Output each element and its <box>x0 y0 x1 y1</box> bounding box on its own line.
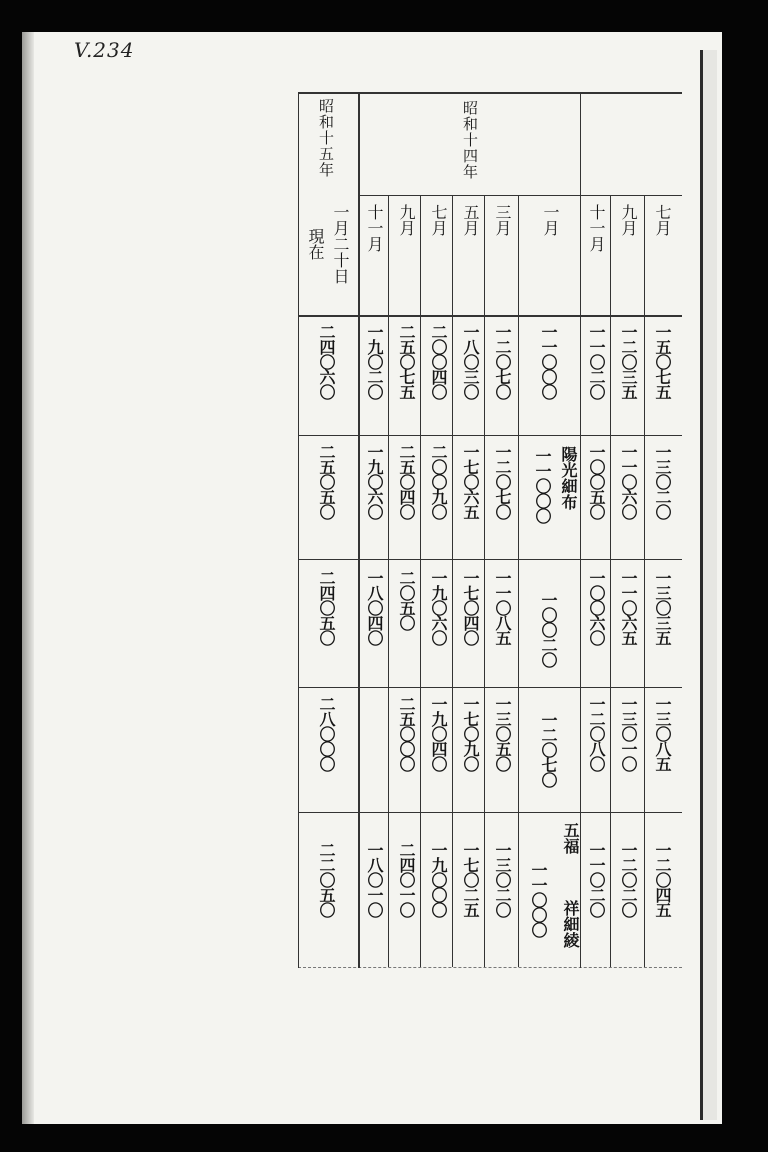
table-cell: 二八〇〇〇 <box>317 696 336 771</box>
table-cell: 二五〇七五 <box>397 324 416 399</box>
table-cell: 一一〇〇〇 <box>529 862 548 937</box>
table-cell: 二五〇五〇 <box>317 444 336 519</box>
current-label: 現在 <box>306 228 325 260</box>
table-cell: 一七〇六五 <box>461 444 480 519</box>
table-cell: 一一〇二〇 <box>587 842 606 917</box>
table-cell: 二〇五〇 <box>397 570 416 630</box>
table-cell: 一三〇三五 <box>653 570 672 645</box>
table-cell: 一三〇一〇 <box>619 696 638 771</box>
month-header: 七月 <box>653 204 672 236</box>
table-cell: 一二〇三五 <box>619 324 638 399</box>
table-cell: 二〇〇九〇 <box>429 444 448 519</box>
table-cell: 一三〇五〇 <box>493 696 512 771</box>
month-header: 一月 <box>541 204 560 236</box>
table-cell: 二〇〇四〇 <box>429 324 448 399</box>
table-cell: 一一〇八五 <box>493 570 512 645</box>
table-cell: 一七〇九〇 <box>461 696 480 771</box>
table-cell: 一五〇七五 <box>653 324 672 399</box>
table-cell: 一二〇七〇 <box>493 324 512 399</box>
table-cell: 一八〇四〇 <box>365 570 384 645</box>
month-header: 五月 <box>461 204 480 236</box>
month-header: 十一月 <box>365 204 384 252</box>
page-binding <box>700 50 717 1120</box>
table-cell: 一一〇〇〇 <box>539 324 558 399</box>
bleed-through-marks <box>322 1022 722 1112</box>
era-header-showa-14: 昭和十四年 <box>461 100 479 180</box>
table-cell: 一九〇六〇 <box>365 444 384 519</box>
table-cell: 二二〇五〇 <box>317 842 336 917</box>
table-cell: 一一〇六〇 <box>619 444 638 519</box>
price-table <box>22 32 722 1124</box>
current-date-label: 一月二十日 <box>331 204 350 284</box>
table-cell: 一二〇七〇 <box>493 444 512 519</box>
table-cell: 二五〇四〇 <box>397 444 416 519</box>
month-header: 七月 <box>429 204 448 236</box>
era-header-showa-15: 昭和十五年 <box>317 98 335 178</box>
table-cell: 一二〇四五 <box>653 842 672 917</box>
table-cell: 一一〇二〇 <box>587 324 606 399</box>
table-cell: 一七〇四〇 <box>461 570 480 645</box>
section-label-youko: 陽光細布 <box>559 446 578 510</box>
table-cell: 一三〇八五 <box>653 696 672 771</box>
document-page <box>22 32 722 1124</box>
table-cell: 一三〇二〇 <box>493 842 512 917</box>
table-cell: 二四〇六〇 <box>317 324 336 399</box>
table-cell: 一七〇二五 <box>461 842 480 917</box>
section-label-shosai: 祥細綾 <box>561 900 580 948</box>
table-cell: 一九〇二〇 <box>365 324 384 399</box>
month-header: 九月 <box>397 204 416 236</box>
table-cell: 一〇〇六〇 <box>587 570 606 645</box>
table-cell: 一〇〇五〇 <box>587 444 606 519</box>
month-header: 九月 <box>619 204 638 236</box>
table-cell: 一八〇三〇 <box>461 324 480 399</box>
table-cell: 二四〇五〇 <box>317 570 336 645</box>
table-cell: 二四〇一〇 <box>397 842 416 917</box>
table-cell: 一二〇二〇 <box>619 842 638 917</box>
month-header: 三月 <box>493 204 512 236</box>
table-cell: 一一〇六五 <box>619 570 638 645</box>
table-cell: 一〇〇二〇 <box>539 592 558 667</box>
table-cell: 一九〇四〇 <box>429 696 448 771</box>
margin-note: V.234 <box>74 38 135 62</box>
section-label-gofuku: 五福 <box>561 822 580 854</box>
month-header: 十一月 <box>587 204 606 252</box>
table-cell: 一九〇〇〇 <box>429 842 448 917</box>
table-cell: 一二〇七〇 <box>539 712 558 787</box>
table-cell: 一二〇八〇 <box>587 696 606 771</box>
table-cell: 一九〇六〇 <box>429 570 448 645</box>
table-cell: 一三〇二〇 <box>653 444 672 519</box>
table-cell: 一一〇〇〇 <box>533 448 552 523</box>
table-cell: 一八〇一〇 <box>365 842 384 917</box>
table-cell: 二五〇〇〇 <box>397 696 416 771</box>
